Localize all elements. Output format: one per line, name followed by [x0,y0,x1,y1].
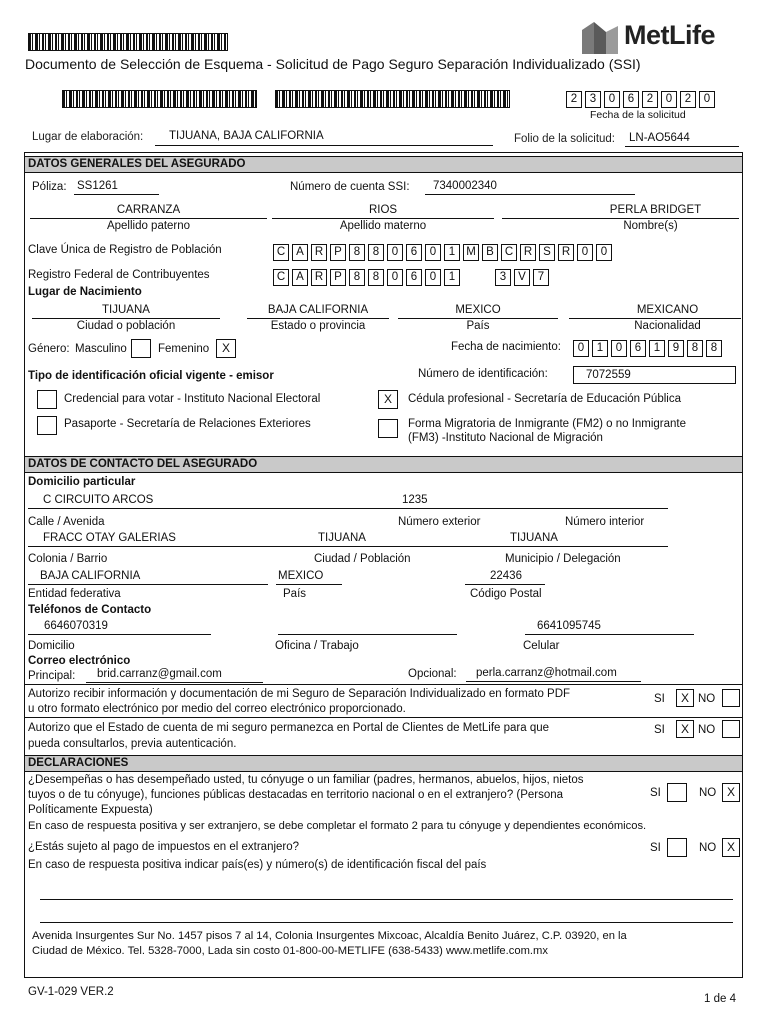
apellido-materno-label: Apellido materno [339,220,427,232]
ciudad-contacto-value: TIJUANA [318,532,366,544]
nacionalidad-value: MEXICANO [636,304,699,316]
calle-label: Calle / Avenida [28,516,105,528]
nacimiento-title: Lugar de Nacimiento [28,286,142,298]
cp-value: 22436 [490,570,522,582]
id-option-ine-checkbox[interactable] [37,390,57,409]
rfc-homoclave-char-box: V [514,269,530,286]
tel-oficina-field[interactable] [278,620,457,635]
tel-domicilio-value: 6646070319 [44,620,108,632]
num-int-label: Número interior [565,516,645,528]
request-date-label: Fecha de la solicitud [590,109,686,121]
estado-nac-label: Estado o provincia [270,320,366,332]
footer-address: Avenida Insurgentes Sur No. 1457 pisos 7 al 14, Colonia Insurgentes Mixcoac, Alcaldía Benito Juárez, C.P. 03920, en la [32,930,627,942]
rfc-homoclave-char-box: 3 [495,269,511,286]
autorizo1-si-checkbox[interactable]: X [676,689,694,707]
footer-address-2: Ciudad de México. Tel. 5328-7000, Lada sin costo 01-800-00-METLIFE (638-5433) www.metlife.com.mx [32,945,548,957]
ciudad-nac-value: TIJUANA [102,304,150,316]
pais-contacto-field[interactable] [276,570,342,585]
opcional-email-value: perla.carranz@hotmail.com [476,667,617,679]
folio-label: Folio de la solicitud: [514,133,615,145]
rfc-char-box: 8 [368,269,384,286]
q1-text-3: Políticamente Expuesta) [28,804,153,816]
autorizo2-si-checkbox[interactable]: X [676,720,694,738]
place-label: Lugar de elaboración: [32,131,144,143]
nombres-value: PERLA BRIDGET [609,204,702,216]
celular-label: Celular [523,640,560,652]
cp-label: Código Postal [470,588,542,600]
num-ext-label: Número exterior [398,516,481,528]
correo-title: Correo electrónico [28,655,131,667]
id-option-ine-label: Credencial para votar - Instituto Nacional Electoral [64,393,321,405]
q1-text: ¿Desempeñas o has desempeñado usted, tu cónyuge o un familiar (padres, hermanos, abuelos, hijos, nietos [28,774,584,786]
request-date-digit-box: 0 [699,91,715,108]
rfc-homoclave-char-box: 7 [533,269,549,286]
fecha-nac-digit-box: 1 [592,340,608,357]
brand-name: MetLife [624,20,715,50]
rfc-char-box: R [311,269,327,286]
id-option-pasaporte-label: Pasaporte - Secretaría de Relaciones Exteriores [64,418,311,430]
rfc-char-box: 6 [406,269,422,286]
autorizo1-si-label: SI [654,693,665,705]
rfc-char-box: 8 [349,269,365,286]
autorizo1-text-2: u otro formato electrónico por medio del correo electrónico proporcionado. [28,703,406,715]
principal-label: Principal: [28,670,76,682]
request-date-digit-box: 2 [566,91,582,108]
q1-text-2: tuyos o de tu cónyuge), funciones públicas destacadas en territorio nacional o en el extranjero? (Persona [28,789,564,801]
telefonos-title: Teléfonos de Contacto [28,604,152,616]
autorizo2-text: Autorizo que el Estado de cuenta de mi seguro permanezca en Portal de Clientes de MetLife para que [28,722,550,734]
pais-nac-field[interactable] [398,304,558,319]
municipio-value: TIJUANA [510,532,558,544]
fecha-nac-label: Fecha de nacimiento: [451,341,561,353]
poliza-value: SS1261 [77,180,118,192]
pais-nac-value: MEXICO [455,304,501,316]
calle-field[interactable] [28,494,668,509]
num-id-field[interactable] [573,366,736,384]
apellido-paterno-field[interactable] [30,204,267,219]
curp-char-box: 0 [425,244,441,261]
request-date-digit-box: 6 [623,91,639,108]
entidad-value: BAJA CALIFORNIA [40,570,141,582]
masculino-checkbox[interactable] [131,339,151,358]
principal-email-value: brid.carranz@gmail.com [97,668,222,680]
estado-nac-value: BAJA CALIFORNIA [267,304,369,316]
id-option-fm-label-2: (FM3) -Instituto Nacional de Migración [408,432,603,444]
divider-autorizo2 [25,717,742,718]
barcode-middle [275,90,510,108]
apellido-materno-field[interactable] [272,204,494,219]
colonia-field[interactable] [28,532,668,547]
tel-domicilio-field[interactable] [28,620,211,635]
colonia-value: FRACC OTAY GALERIAS [43,532,176,544]
calle-value: C CIRCUITO ARCOS [43,494,154,506]
curp-char-box: 0 [577,244,593,261]
rfc-char-box: A [292,269,308,286]
opcional-email-field[interactable] [466,667,641,682]
q1-no-label: NO [699,787,717,799]
q2-no-label: NO [699,842,717,854]
apellido-materno-value: RIOS [368,204,398,216]
genero-label: Género: [28,343,70,355]
fecha-nac-digit-box: 0 [611,340,627,357]
cuenta-field[interactable] [425,180,635,195]
curp-char-box: B [482,244,498,261]
rfc-homoclave-boxes[interactable] [495,269,552,286]
page-number: 1 de 4 [704,993,736,1005]
curp-boxes[interactable] [273,244,615,261]
id-option-cedula-checkbox[interactable]: X [378,390,398,409]
cp-field[interactable] [465,570,545,585]
q2-si-checkbox[interactable] [667,838,687,857]
section-declaraciones-header: DECLARACIONES [25,755,742,772]
ciudad-nac-field[interactable] [32,304,220,319]
domicilio-title: Domicilio particular [28,476,136,488]
num-ext-value: 1235 [402,494,428,506]
document-title: Documento de Selección de Esquema - Solicitud de Pago Seguro Separación Individualizado (SSI) [25,56,641,72]
request-date-digit-box: 2 [680,91,696,108]
curp-char-box: C [501,244,517,261]
cuenta-label: Número de cuenta SSI: [290,181,410,193]
metlife-logo [580,18,730,58]
rfc-char-box: C [273,269,289,286]
id-option-fm-checkbox[interactable] [378,419,398,438]
fecha-nac-digit-box: 0 [573,340,589,357]
q1-si-checkbox[interactable] [667,783,687,802]
curp-char-box: R [520,244,536,261]
nombres-label: Nombre(s) [623,220,678,232]
section-general-header: DATOS GENERALES DEL ASEGURADO [25,156,742,173]
id-option-fm-label: Forma Migratoria de Inmigrante (FM2) o no Inmigrante [408,418,687,430]
id-title: Tipo de identificación oficial vigente - emisor [28,370,274,382]
place-value: TIJUANA, BAJA CALIFORNIA [169,130,324,142]
curp-char-box: 6 [406,244,422,261]
nacionalidad-field[interactable] [569,304,741,319]
tel-celular-value: 6641095745 [537,620,601,632]
colonia-label: Colonia / Barrio [28,553,108,565]
estado-nac-field[interactable] [247,304,389,319]
fecha-nac-digit-box: 8 [706,340,722,357]
opcional-label: Opcional: [408,668,457,680]
place-field[interactable] [155,130,493,146]
request-date-digit-box: 2 [642,91,658,108]
cuenta-value: 7340002340 [433,180,497,192]
num-id-value: 7072559 [586,369,631,381]
pais-nac-label: País [466,320,490,332]
q1-si-label: SI [650,787,661,799]
poliza-label: Póliza: [32,181,67,193]
request-date-digit-box: 0 [661,91,677,108]
domicilio-tel-label: Domicilio [28,640,75,652]
autorizo1-text: Autorizo recibir información y documentación de mi Seguro de Separación Individualizado en formato PDF [28,688,571,700]
rfc-char-box: 0 [387,269,403,286]
curp-char-box: 0 [596,244,612,261]
rfc-label: Registro Federal de Contribuyentes [28,269,210,281]
oficina-label: Oficina / Trabajo [275,640,359,652]
ciudad-nac-label: Ciudad o población [76,320,176,332]
barcode-left [62,90,257,108]
q1-note: En caso de respuesta positiva y ser extranjero, se debe completar el formato 2 para tu cónyuge y dependientes económicos. [28,820,647,832]
curp-char-box: M [463,244,479,261]
q2-note: En caso de respuesta positiva indicar país(es) y número(s) de identificación fiscal del país [28,859,487,871]
autorizo1-no-checkbox[interactable] [722,689,740,707]
request-date-digit-box: 3 [585,91,601,108]
section-contacto-header: DATOS DE CONTACTO DEL ASEGURADO [25,456,742,473]
autorizo2-no-label: NO [698,724,716,736]
fecha-nac-boxes[interactable] [573,340,725,357]
q2-answer-line-1[interactable] [40,899,733,900]
q2-no-checkbox[interactable]: X [722,838,740,857]
rfc-char-box: 0 [425,269,441,286]
barcode-top [28,33,228,51]
divider-autorizo1 [25,684,742,685]
tel-celular-field[interactable] [525,620,694,635]
nombres-field[interactable] [502,204,739,219]
fecha-nac-digit-box: 8 [687,340,703,357]
id-option-cedula-label: Cédula profesional - Secretaría de Educación Pública [408,393,681,405]
entidad-label: Entidad federativa [28,588,121,600]
curp-char-box: 0 [387,244,403,261]
fecha-nac-digit-box: 6 [630,340,646,357]
q1-no-checkbox[interactable]: X [722,783,740,802]
q2-si-label: SI [650,842,661,854]
curp-char-box: C [273,244,289,261]
fecha-nac-digit-box: 1 [649,340,665,357]
request-date-boxes [566,91,718,108]
curp-char-box: 1 [444,244,460,261]
form-code: GV-1-029 VER.2 [28,986,114,998]
fecha-nac-digit-box: 9 [668,340,684,357]
q2-text: ¿Estás sujeto al pago de impuestos en el extranjero? [28,841,300,853]
folio-value: LN-AO5644 [629,132,690,144]
autorizo2-text-2: pueda consultarlos, previa autenticación. [28,738,237,750]
autorizo2-no-checkbox[interactable] [722,720,740,738]
request-date-digit-box: 0 [604,91,620,108]
curp-char-box: R [558,244,574,261]
folio-field[interactable] [625,132,739,147]
curp-char-box: S [539,244,555,261]
principal-email-field[interactable] [86,668,263,683]
ciudad-contacto-label: Ciudad / Población [314,553,411,565]
curp-label: Clave Única de Registro de Población [28,244,222,256]
masculino-label: Masculino [75,343,127,355]
poliza-field[interactable] [74,180,159,195]
curp-char-box: P [330,244,346,261]
rfc-boxes[interactable] [273,269,463,286]
id-option-pasaporte-checkbox[interactable] [37,416,57,435]
pais-contacto-value: MEXICO [278,570,324,582]
entidad-field[interactable] [28,570,268,585]
municipio-label: Municipio / Delegación [505,553,621,565]
rfc-char-box: 1 [444,269,460,286]
apellido-paterno-label: Apellido paterno [106,220,191,232]
num-id-label: Número de identificación: [418,368,548,380]
metlife-logo-icon [582,22,618,54]
curp-char-box: R [311,244,327,261]
autorizo1-no-label: NO [698,693,716,705]
femenino-label: Femenino [158,343,210,355]
curp-char-box: 8 [368,244,384,261]
autorizo2-si-label: SI [654,724,665,736]
femenino-checkbox[interactable]: X [216,339,236,358]
rfc-char-box: P [330,269,346,286]
curp-char-box: A [292,244,308,261]
nacionalidad-label: Nacionalidad [634,320,701,332]
pais-contacto-label: País [283,588,307,600]
apellido-paterno-value: CARRANZA [116,204,181,216]
q2-answer-line-2[interactable] [40,922,733,923]
curp-char-box: 8 [349,244,365,261]
